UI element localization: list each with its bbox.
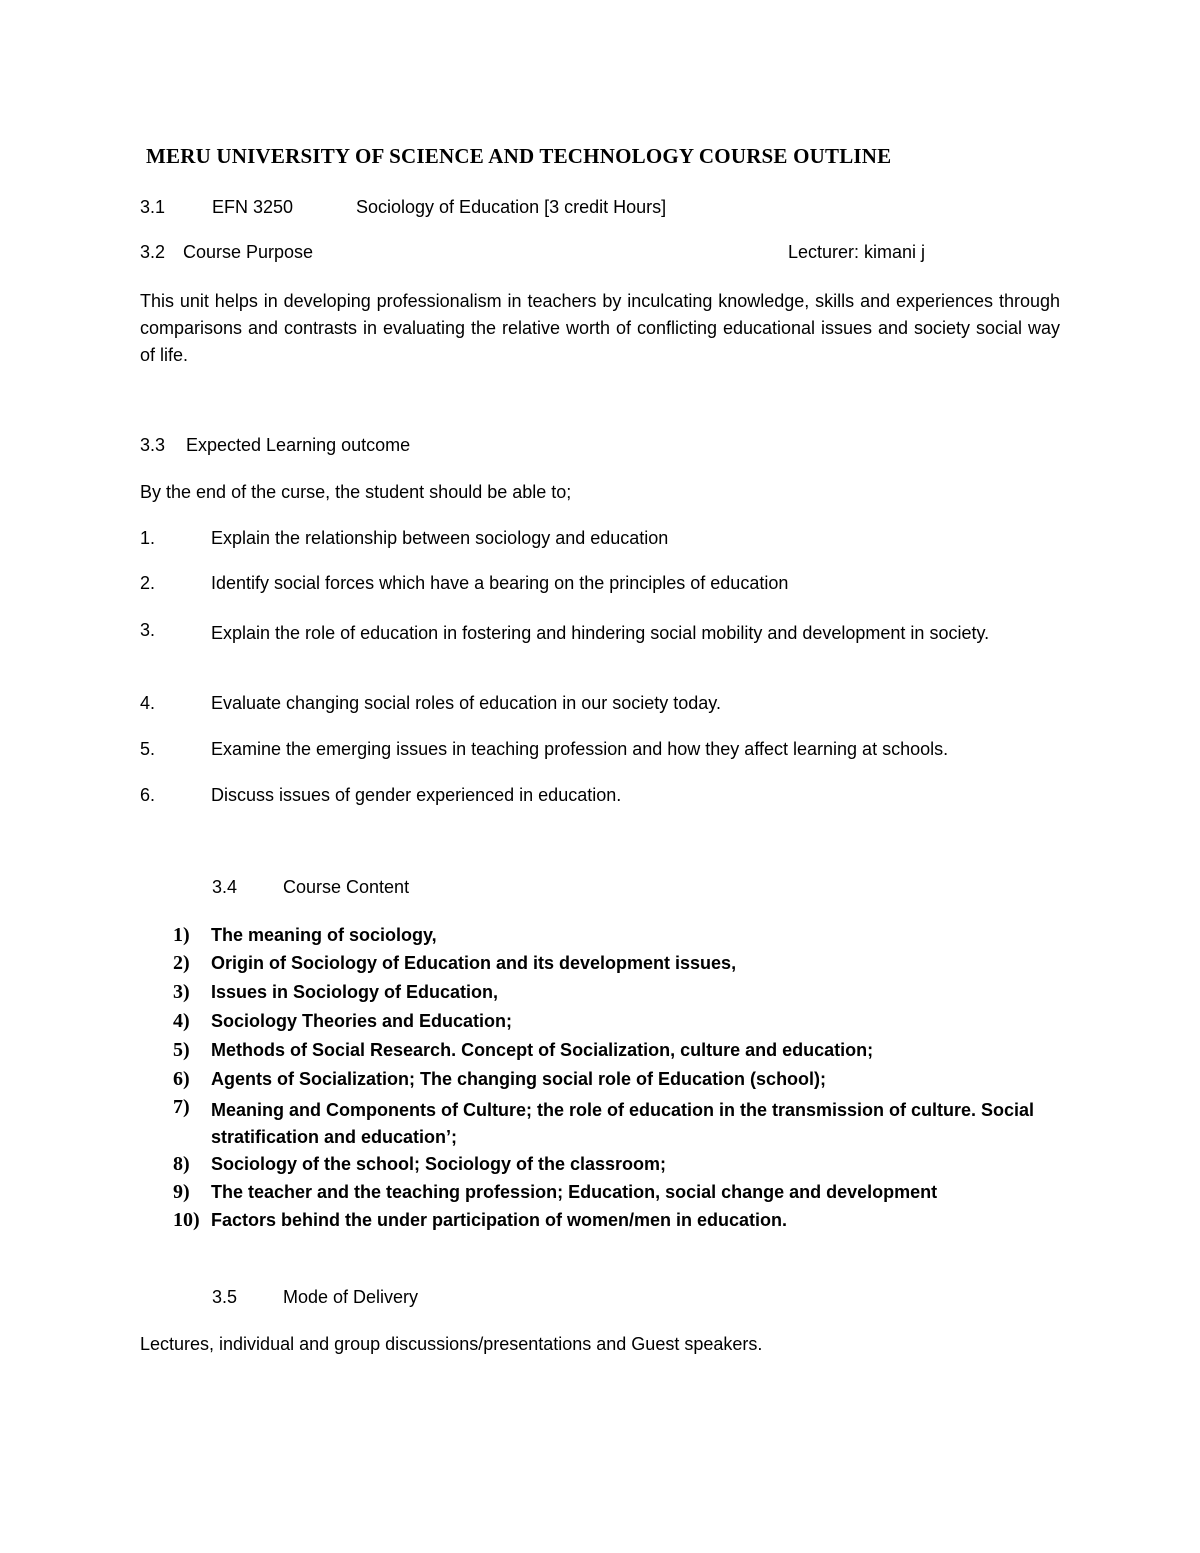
content-item: Factors behind the under participation of women/men in education. (211, 1210, 788, 1230)
content-number: 1) (173, 924, 190, 946)
content-item: Sociology of the school; Sociology of the classroom; (211, 1154, 667, 1174)
section-3-3-number: 3.3 (140, 435, 166, 455)
section-3-4-number: 3.4 (212, 877, 238, 897)
content-item: Issues in Sociology of Education, (211, 982, 499, 1002)
outcome-text: Discuss issues of gender experienced in education. (211, 785, 622, 805)
section-3-4-heading: Course Content (283, 877, 410, 897)
course-name: Sociology of Education [3 credit Hours] (356, 197, 667, 217)
content-number: 4) (173, 1010, 190, 1032)
content-number: 10) (173, 1209, 200, 1231)
section-3-1-number: 3.1 (140, 197, 166, 217)
delivery-text: Lectures, individual and group discussions/presentations and Guest speakers. (140, 1334, 763, 1354)
content-item: Sociology Theories and Education; (211, 1011, 513, 1031)
outcome-number: 4. (140, 693, 156, 713)
page-title: MERU UNIVERSITY OF SCIENCE AND TECHNOLOGY COURSE OUTLINE (146, 144, 892, 168)
content-number: 7) (173, 1096, 190, 1118)
section-3-3-heading: Expected Learning outcome (186, 435, 411, 455)
content-item: Meaning and Components of Culture; the role of education in the transmission of culture. Social stratification and education’; (211, 1100, 1035, 1147)
section-3-5-heading: Mode of Delivery (283, 1287, 419, 1307)
section-3-2-heading: Course Purpose (183, 242, 314, 262)
outcome-text: Explain the relationship between sociology and education (211, 528, 669, 548)
lecturer-name: Lecturer: kimani j (788, 242, 926, 262)
content-item: Methods of Social Research. Concept of Socialization, culture and education; (211, 1040, 874, 1060)
content-number: 3) (173, 981, 190, 1003)
content-number: 6) (173, 1068, 190, 1090)
outcomes-intro: By the end of the curse, the student should be able to; (140, 482, 572, 502)
outcome-number: 2. (140, 573, 156, 593)
outcome-number: 3. (140, 620, 156, 640)
course-code: EFN 3250 (212, 197, 294, 217)
section-3-2-number: 3.2 (140, 242, 166, 262)
content-number: 5) (173, 1039, 190, 1061)
content-number: 9) (173, 1181, 190, 1203)
outcome-number: 1. (140, 528, 156, 548)
outcome-number: 6. (140, 785, 156, 805)
content-number: 2) (173, 952, 190, 974)
content-item: Origin of Sociology of Education and its development issues, (211, 953, 737, 973)
section-3-5-number: 3.5 (212, 1287, 238, 1307)
outcome-text: Identify social forces which have a bearing on the principles of education (211, 573, 789, 593)
content-item: The teacher and the teaching profession; Education, social change and development (211, 1182, 938, 1202)
outcome-text: Examine the emerging issues in teaching profession and how they affect learning at schools. (211, 739, 949, 759)
outcome-text: Explain the role of education in fostering and hindering social mobility and development in society. (211, 623, 990, 643)
outcome-number: 5. (140, 739, 156, 759)
purpose-paragraph: This unit helps in developing professionalism in teachers by inculcating knowledge, skills and experiences through comparisons and contrasts in evaluating the relative worth of conflicting educational issues and society social way of life. (140, 291, 1060, 365)
outcome-text: Evaluate changing social roles of education in our society today. (211, 693, 721, 713)
content-item: The meaning of sociology, (211, 925, 437, 945)
content-number: 8) (173, 1153, 190, 1175)
content-item: Agents of Socialization; The changing social role of Education (school); (211, 1069, 827, 1089)
